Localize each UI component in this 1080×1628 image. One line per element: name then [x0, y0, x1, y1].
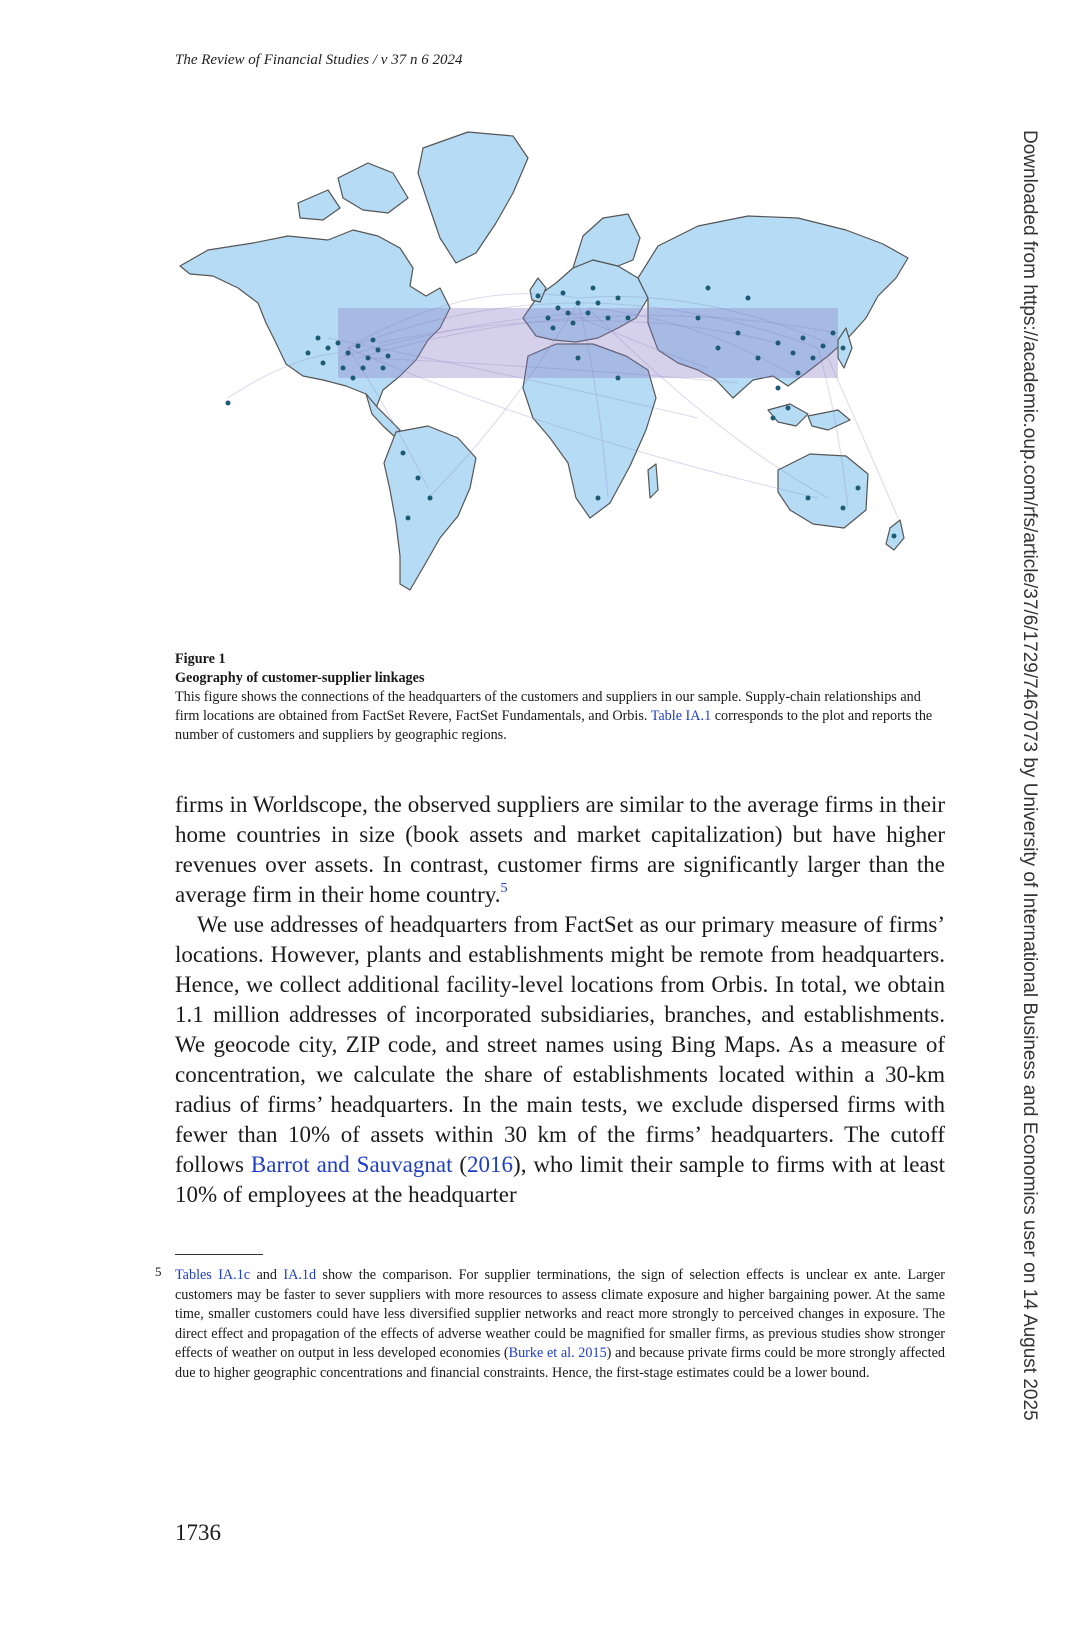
scandinavia	[573, 214, 640, 268]
footnote-5: 5 Tables IA.1c and IA.1d show the comparison. For supplier terminations, the sign of selection effects is unclear ex ante. Larger customers may be faster to sever suppliers with more resources to assess climate exposure and higher bargaining power. At the same time, smaller customers could have less diversified supplier networks and react more strongly to perceived changes in exposure. The direct effect and propagation of the effects of adverse weather could be magnified for smaller firms, as previous studies show stronger effects of weather on output in less developed economies (Burke et al. 2015) and because private firms could be more strongly affected due to higher geographic concentrations and financial constraints. Hence, the first-stage estimates could be a lower bound.	[155, 1264, 945, 1381]
footnote-rule	[175, 1254, 263, 1255]
barrot-sauvagnat-year[interactable]: 2016	[467, 1152, 514, 1177]
australia-landmass	[778, 454, 868, 528]
footnote-number: 5	[155, 1264, 162, 1279]
paragraph-1: firms in Worldscope, the observed suppliers are similar to the average firms in their home countries in size (book assets and market capitalization) but have higher revenues over assets. In contrast, customer firms are significantly larger than the average firm in their home country.$^5$	[175, 792, 945, 907]
canadian-islands-2	[298, 190, 340, 220]
madagascar	[648, 464, 658, 498]
figure-title: Geography of customer-supplier linkages	[175, 670, 425, 686]
indonesia-islands	[808, 410, 850, 430]
paragraph-2: We use addresses of headquarters from FactSet as our primary measure of firms’ locations. However, plants and establishments might be remote from headquarters. Hence, we collect additional facility-level locations from Orbis. In total, we obtain 1.1 million addresses of incorporated subsidiaries, branches, and establishments. We geocode city, ZIP code, and street names using Bing Maps. As a measure of concentration, we calculate the share of establishments located within a 30-km radius of firms’ headquarters. In the main tests, we exclude dispersed firms with fewer than 10% of assets within 30 km of the firms’ headquarters. The cutoff follows Barrot and Sauvagnat (2016), who limit their sample to firms with at least 10% of employees at the headquarter	[175, 912, 945, 1207]
download-watermark: Downloaded from https://academic.oup.com/rfs/article/37/6/1729/7467073 by University of International Business and Economics user on 14 August 2025	[1019, 130, 1040, 1421]
dense-link-band	[338, 308, 838, 378]
tables-ia1c-link[interactable]: Tables IA.1c	[175, 1267, 251, 1283]
greenland-landmass	[418, 132, 528, 263]
caption-text-end: corresponds to the plot and reports the number of customers and suppliers by geographic regions.	[175, 708, 933, 743]
page-number: 1736	[175, 1520, 221, 1545]
footnote-5-marker[interactable]: 5	[500, 881, 508, 896]
burke-citation[interactable]: Burke et al. 2015	[508, 1345, 607, 1361]
canadian-islands	[338, 163, 408, 213]
central-america	[366, 394, 400, 436]
world-map-figure	[178, 118, 930, 618]
barrot-sauvagnat-citation[interactable]: Barrot and Sauvagnat	[250, 1152, 453, 1177]
caption-text: This figure shows the connections of the headquarters of the customers and suppliers in our sample. Supply-chain relationships and firm locations are obtained from FactSet Revere, FactSet Fundamentals, and Orbis.	[175, 689, 921, 724]
running-head: The Review of Financial Studies / v 37 n 6 2024	[175, 52, 463, 68]
figure-label: Figure 1	[175, 651, 226, 667]
south-america-landmass	[384, 426, 476, 590]
table-ia1-link[interactable]: Table IA.1	[650, 708, 712, 724]
body-text	[175, 790, 945, 1210]
ia1d-link[interactable]: IA.1d	[283, 1267, 317, 1283]
figure-caption	[175, 650, 945, 745]
